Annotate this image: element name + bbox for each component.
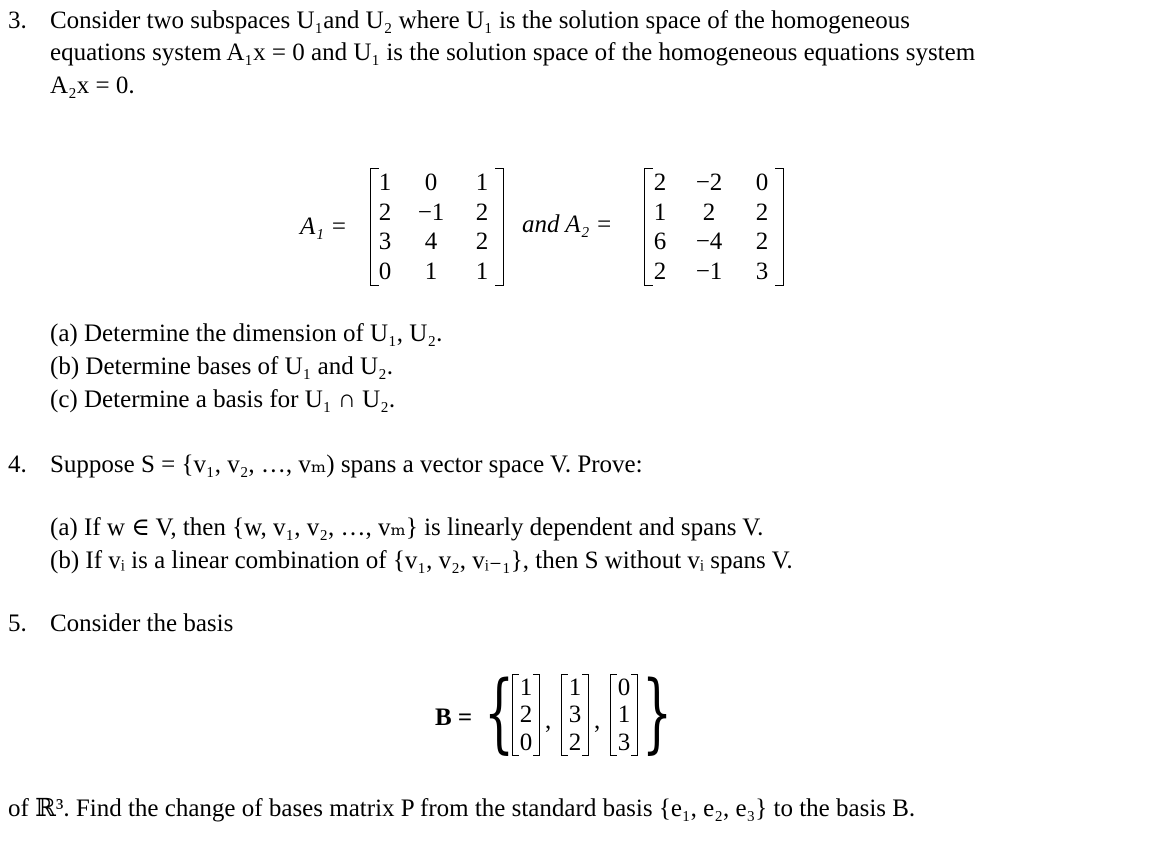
- v3-entry-2: 1: [617, 701, 631, 729]
- a2-cell-r2c3: 2: [755, 198, 769, 226]
- a1-cell-r3c3: 2: [475, 228, 489, 256]
- q3-part-b: (b) Determine bases of U₁ and U₂.: [50, 353, 394, 380]
- a2-cell-r4c3: 3: [755, 257, 769, 285]
- a2-grid: [648, 168, 778, 286]
- vec-comma-2: ,: [594, 707, 601, 734]
- vec-comma-1: ,: [545, 707, 552, 734]
- a1-cell-r2c1: 2: [378, 198, 392, 226]
- q4-part-a: (a) If w ∈ V, then {w, v₁, v₂, …, vₘ} is linearly dependent and spans V.: [50, 514, 764, 541]
- a2-cell-r4c2: −1: [695, 257, 723, 285]
- a2-cell-r2c1: 1: [653, 198, 667, 226]
- a1-grid: [374, 168, 498, 286]
- v2-entry-2: 3: [568, 701, 582, 729]
- q5-last-line: of ℝ³. Find the change of bases matrix P from the standard basis {e₁, e₂, e₃} to the basis B.: [8, 795, 916, 822]
- a2-cell-r1c2: −2: [695, 169, 723, 197]
- q5-number: 5.: [8, 610, 27, 637]
- q4-part-b: (b) If vᵢ is a linear combination of {v₁, v₂, vᵢ₋₁}, then S without vᵢ spans V.: [50, 547, 793, 574]
- a2-cell-r3c3: 2: [755, 228, 769, 256]
- a1-cell-r3c2: 4: [424, 228, 438, 256]
- q3-line3: A₂x = 0.: [50, 72, 135, 99]
- a1-cell-r3c1: 3: [378, 228, 392, 256]
- v2-grid: [563, 674, 587, 756]
- v1-entry-2: 2: [519, 701, 533, 729]
- a2-cell-r3c1: 6: [653, 228, 667, 256]
- q4-line1: Suppose S = {v₁, v₂, …, vₘ) spans a vector space V. Prove:: [50, 451, 643, 478]
- q3-number: 3.: [8, 7, 27, 34]
- a1-cell-r4c1: 0: [378, 257, 392, 285]
- basis-b-label: B =: [435, 704, 473, 731]
- q3-part-a: (a) Determine the dimension of U₁, U₂.: [50, 320, 443, 347]
- v3-entry-3: 3: [617, 728, 631, 756]
- q4-number: 4.: [8, 451, 27, 478]
- a1-cell-r4c3: 1: [475, 257, 489, 285]
- a2-cell-r2c2: 2: [702, 198, 716, 226]
- and-a2-label: and A₂ =: [522, 211, 613, 238]
- v3-grid: [612, 674, 636, 756]
- a2-cell-r1c1: 2: [653, 169, 667, 197]
- q3-part-c: (c) Determine a basis for U₁ ∩ U₂.: [50, 386, 396, 413]
- v1-entry-1: 1: [519, 674, 533, 702]
- a2-cell-r4c1: 2: [653, 257, 667, 285]
- set-left-brace: {: [484, 663, 515, 763]
- a1-label: A₁ =: [300, 213, 348, 240]
- v2-entry-1: 1: [568, 674, 582, 702]
- a2-cell-r3c2: −4: [695, 228, 723, 256]
- q5-line1: Consider the basis: [50, 610, 234, 637]
- v1-entry-3: 0: [519, 728, 533, 756]
- a1-cell-r2c3: 2: [475, 198, 489, 226]
- v3-entry-1: 0: [617, 674, 631, 702]
- a1-cell-r1c2: 0: [424, 169, 438, 197]
- q3-line1: Consider two subspaces U₁and U₂ where U₁ is the solution space of the homogeneous: [50, 7, 911, 34]
- a1-cell-r1c3: 1: [475, 169, 489, 197]
- a1-cell-r2c2: −1: [417, 198, 445, 226]
- q3-line2: equations system A₁x = 0 and U₁ is the solution space of the homogeneous equations system: [50, 39, 976, 66]
- set-right-brace: }: [642, 663, 673, 763]
- a2-cell-r1c3: 0: [755, 169, 769, 197]
- v1-grid: [514, 674, 538, 756]
- a1-cell-r1c1: 1: [378, 169, 392, 197]
- v2-entry-3: 2: [568, 728, 582, 756]
- a1-cell-r4c2: 1: [424, 257, 438, 285]
